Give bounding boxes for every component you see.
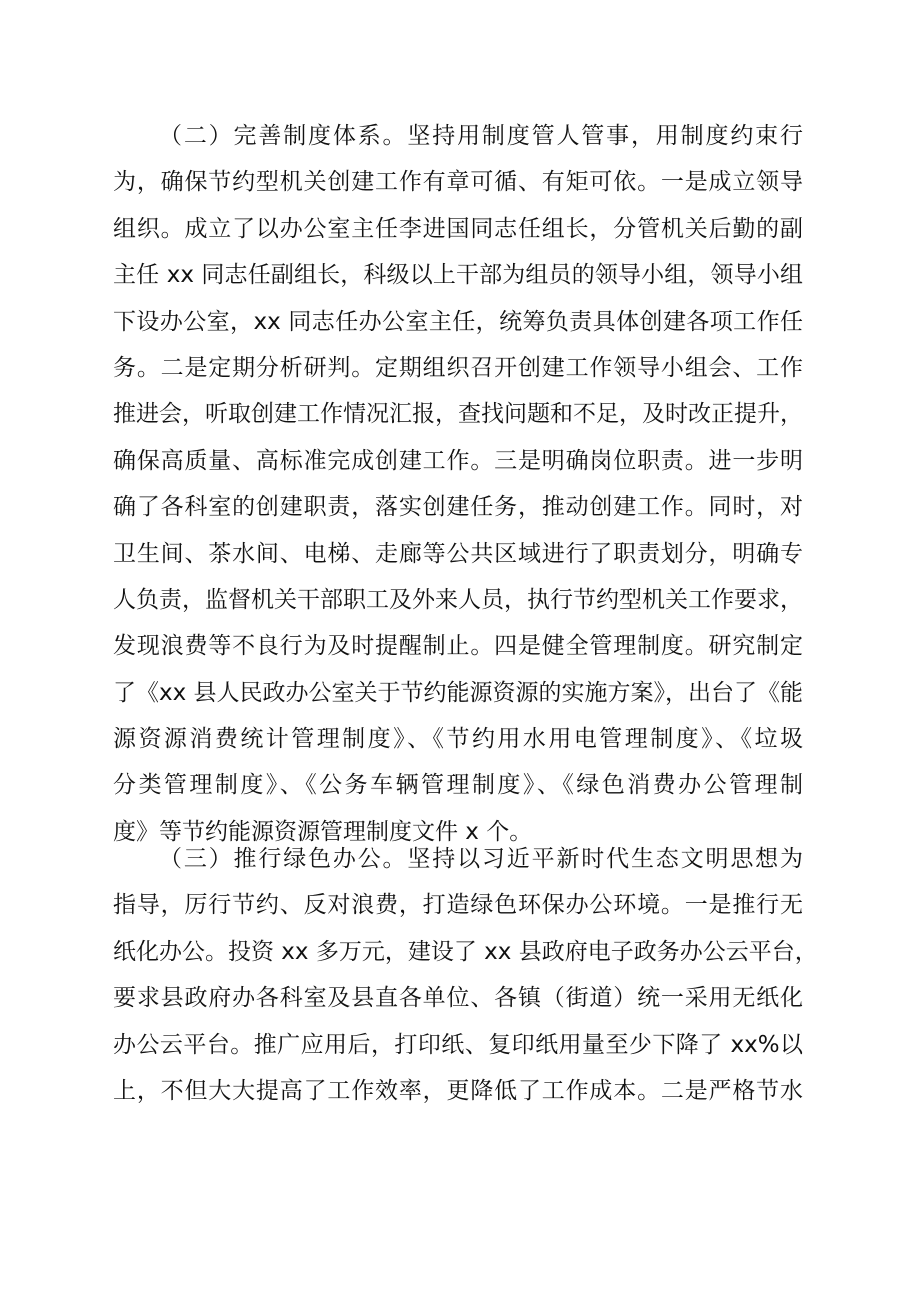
paragraph-improve-system	[113, 113, 803, 855]
text-line: 要求县政府办各科室及县直各单位、各镇（街道）统一采用无纸化	[113, 985, 803, 1012]
text-line: 人负责，监督机关干部职工及外来人员，执行节约型机关工作要求，	[113, 586, 803, 613]
text-line: 务。二是定期分析研判。定期组织召开创建工作领导小组会、工作	[113, 354, 803, 381]
text-line: 度》等节约能源资源管理制度文件 x 个。	[113, 818, 533, 845]
text-line: 了《xx 县人民政办公室关于节约能源资源的实施方案》，出台了《能	[113, 679, 804, 706]
paragraph-green-office	[113, 836, 818, 1114]
text-line: 卫生间、茶水间、电梯、走廊等公共区域进行了职责划分，明确专	[113, 540, 803, 567]
text-line: 纸化办公。投资 xx 多万元，建设了 xx 县政府电子政务办公云平台，	[113, 938, 818, 965]
text-line: 办公云平台。推广应用后，打印纸、复印纸用量至少下降了 xx%以	[113, 1031, 803, 1058]
text-line: 为，确保节约型机关创建工作有章可循、有矩可依。一是成立领导	[113, 169, 803, 196]
text-line: 指导，厉行节约、反对浪费，打造绿色环保办公环境。一是推行无	[113, 892, 803, 919]
text-line: 分类管理制度》、《公务车辆管理制度》、《绿色消费办公管理制	[113, 772, 803, 799]
text-line: （二）完善制度体系。坚持用制度管人管事，用制度约束行	[159, 123, 803, 149]
text-line: 上，不但大大提高了工作效率，更降低了工作成本。二是严格节水	[113, 1077, 803, 1104]
text-line: 推进会，听取创建工作情况汇报，查找问题和不足，及时改正提升，	[113, 401, 803, 428]
text-line: 确了各科室的创建职责，落实创建任务，推动创建工作。同时，对	[113, 494, 803, 521]
text-line: 组织。成立了以办公室主任李进国同志任组长，分管机关后勤的副	[113, 215, 803, 242]
text-line: 确保高质量、高标准完成创建工作。三是明确岗位职责。进一步明	[113, 447, 803, 474]
text-line: 主任 xx 同志任副组长，科级以上干部为组员的领导小组，领导小组	[113, 262, 803, 289]
text-line: 源资源消费统计管理制度》、《节约用水用电管理制度》、《垃圾	[113, 726, 803, 753]
text-line: （三）推行绿色办公。坚持以习近平新时代生态文明思想为	[159, 846, 803, 872]
text-line: 发现浪费等不良行为及时提醒制止。四是健全管理制度。研究制定	[113, 633, 803, 660]
text-line: 下设办公室，xx 同志任办公室主任，统筹负责具体创建各项工作任	[113, 308, 803, 335]
